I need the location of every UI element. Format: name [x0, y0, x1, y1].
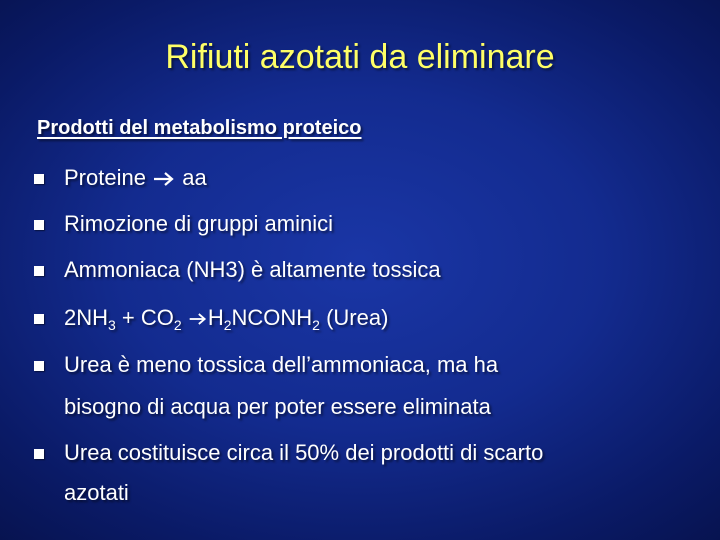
- square-bullet-icon: [34, 449, 44, 459]
- bullet-text: Proteine aa: [64, 165, 207, 190]
- bullet-text: Rimozione di gruppi aminici: [64, 211, 334, 236]
- bullet-text-line2: bisogno di acqua per poter essere eliminata: [64, 394, 491, 419]
- bullet-text-line1: Urea è meno tossica dell’ammoniaca, ma ha: [64, 352, 499, 377]
- slide-subtitle: Prodotti del metabolismo proteico: [37, 117, 362, 139]
- square-bullet-icon: [34, 220, 44, 230]
- bullet-text: Ammoniaca (NH3) è altamente tossica: [64, 257, 441, 282]
- bullet-text: $2NH_3 + CO_2$ $H_2NCONH_2$ (Urea): [64, 305, 389, 333]
- right-arrow-icon: [188, 311, 208, 327]
- slide-title: Rifiuti azotati da eliminare: [165, 38, 555, 76]
- square-bullet-icon: [34, 174, 44, 184]
- square-bullet-icon: [34, 361, 44, 371]
- square-bullet-icon: [34, 266, 44, 276]
- bullet-text-line2: azotati: [64, 480, 129, 505]
- square-bullet-icon: [34, 314, 44, 324]
- right-arrow-icon: [152, 171, 176, 187]
- bullet-text-line1: Urea costituisce circa il 50% dei prodotti di scarto: [64, 440, 544, 465]
